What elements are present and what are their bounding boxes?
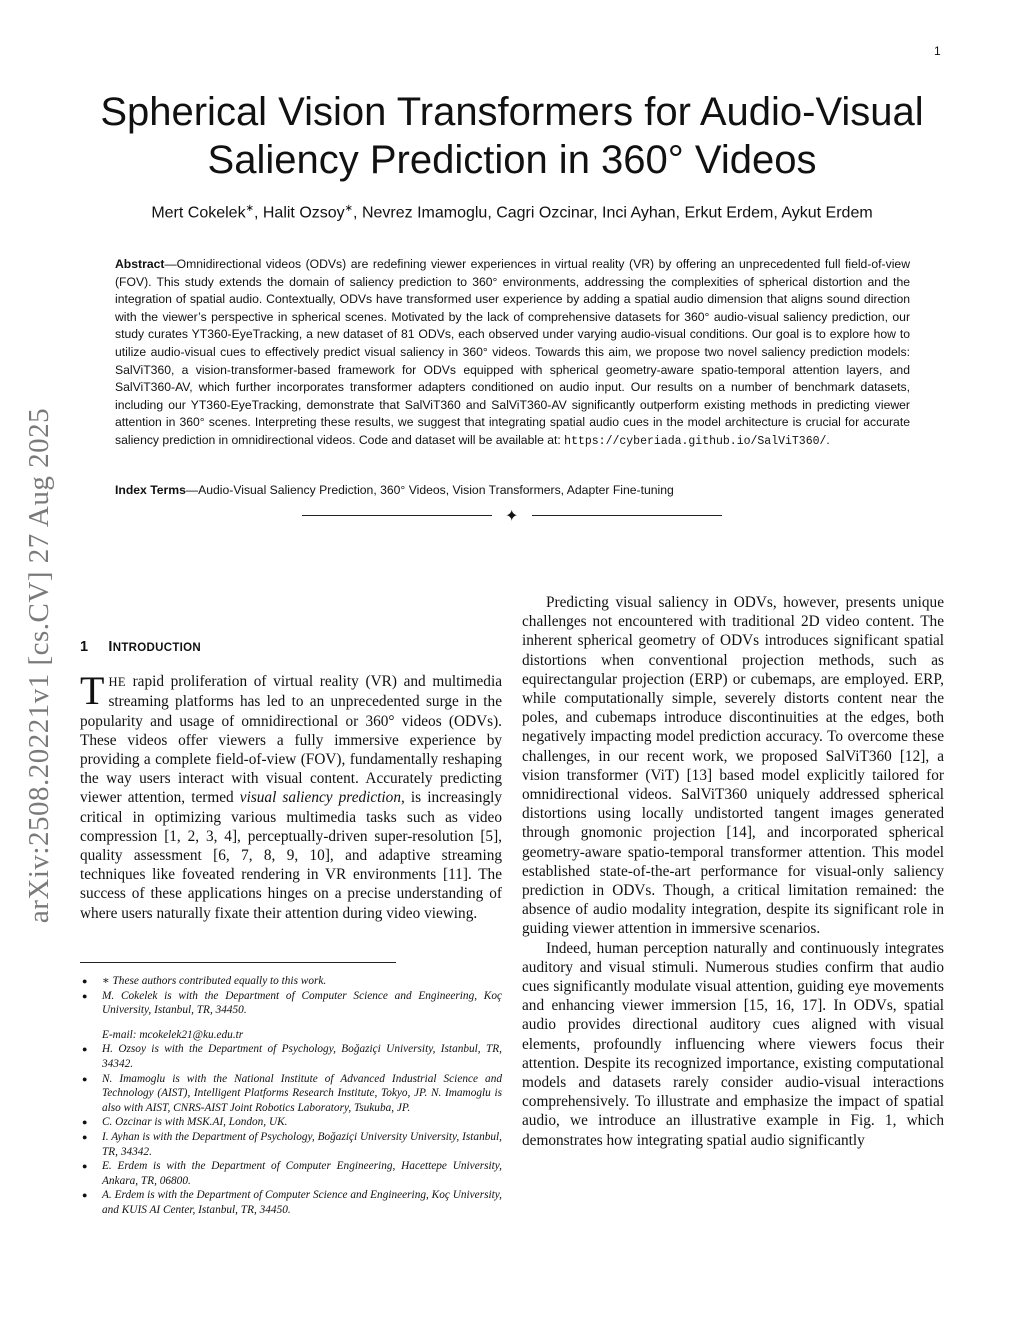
footnote-text: M. Cokelek is with the Department of Computer Science and Engineering, Koç University, Istanbul, TR, 34450. (102, 989, 502, 1017)
index-terms-text: —Audio-Visual Saliency Prediction, 360° Videos, Vision Transformers, Adapter Fine-tuning (185, 483, 674, 497)
bullet-icon: ● (82, 1190, 88, 1201)
author-cokelek: Mert Cokelek (151, 204, 246, 222)
paper-title-line1: Spherical Vision Transformers for Audio-Visual (100, 90, 924, 134)
footnote-email: E-mail: mcokelek21@ku.edu.tr (102, 1028, 244, 1041)
footnote-ozsoy (80, 1042, 502, 1071)
bullet-icon: ● (82, 1044, 88, 1055)
equal-contribution-mark: ∗ (245, 203, 254, 214)
intro-paragraph-3: Indeed, human perception naturally and continuously integrates auditory and visual stimuli. Numerous studies confirm that audio cues significantly modulate visual attention, guiding eye movements and enhancing viewer immersion [15, 16, 17]. In ODVs, spatial audio provides directional auditory cues aligned with visual elements, profoundly influencing where viewers focus their attention. Despite its recognized importance, existing computational models and datasets rarely consider audio-visual interactions comprehensively. To illustrate and emphasize the impact of spatial audio, we introduce an illustrative example in Fig. 1, which demonstrates how integrating spatial audio significantly (522, 939, 944, 1149)
bullet-icon: ● (82, 990, 88, 1001)
footnote-text: I. Ayhan is with the Department of Psychology, Boğaziçi University University, Istanbul, TR, 34342. (102, 1130, 502, 1158)
footnote-cokelek (80, 989, 502, 1018)
intro-text-b: , is increasingly critical in optimizing various multimedia tasks such as video compression [1, 2, 3, 4], perceptually-driven super-resolution [5], quality assessment [6, 7, 8, 9, 10], and adaptive streaming techniques like foveated rendering in VR environments [11]. The success of these applications hinges on a precise understanding of where users naturally fixate their attention during video viewing. (80, 789, 502, 922)
intro-text-a: rapid proliferation of virtual reality (VR) and multimedia streaming platforms has led to an unprecedented surge in the popularity and usage of omnidirectional or 360° videos (ODVs). These videos offer viewers a fully immersive experience by providing a complete field-of-view (FOV), fundamentally reshaping the way users interact with visual content. Accurately predicting viewer attention, termed (80, 673, 502, 807)
section-title-rest: NTRODUCTION (112, 642, 201, 654)
footnote-text: E. Erdem is with the Department of Computer Engineering, Hacettepe University, Ankara, TR, 06800. (102, 1160, 502, 1187)
paper-title (80, 88, 944, 184)
footnote-imamoglu (80, 1072, 502, 1116)
arxiv-stamp (18, 370, 62, 960)
abstract-label: Abstract (115, 257, 165, 271)
footnote-equal-contribution (80, 974, 502, 989)
author-ozsoy: , Halit Ozsoy (253, 204, 345, 222)
footnote-text: C. Ozcinar is with MSK.AI, London, UK. (102, 1116, 288, 1129)
footnote-text: H. Ozsoy is with the Department of Psychology, Boğaziçi University, Istanbul, TR, 34342. (102, 1043, 502, 1070)
bullet-icon: ● (82, 1161, 88, 1172)
footnote-rule (80, 962, 396, 963)
abstract-end: . (826, 432, 830, 447)
bullet-icon: ● (82, 976, 88, 986)
code-url-link[interactable]: https://cyberiada.github.io/SalViT360/ (564, 434, 827, 448)
equal-contribution-mark: ∗ (344, 203, 354, 214)
intro-paragraph-1 (80, 668, 502, 923)
footnote-star: ∗ (102, 975, 110, 987)
drop-cap-smallcaps: HE (108, 675, 126, 690)
divider-line-right (532, 515, 722, 516)
footnote-aykut-erdem (80, 1188, 502, 1217)
divider-line-left (302, 515, 492, 516)
right-column (522, 593, 944, 1150)
abstract-text: —Omnidirectional videos (ODVs) are redefining viewer experiences in virtual reality (VR) by offering an unprecedented full field-of-view (FOV). This study extends the domain of saliency prediction to 360° environments, addressing the complexities of spherical distortion and the integration of spatial audio. Contextually, ODVs have transformed user experience by adding a spatial audio dimension that aligns sound direction with the viewer’s perspective in spherical scenes. Motivated by the lack of comprehensive datasets for 360° audio-visual saliency prediction, our study curates YT360-EyeTracking, a new dataset of 81 ODVs, each observed under varying audio-visual conditions. Our goal is to explore how to utilize audio-visual cues to effectively predict visual saliency in 360° videos. Towards this aim, we propose two novel saliency prediction models: SalViT360, a vision-transformer-based framework for ODVs equipped with spherical geometry-aware spatio-temporal attention layers, and SalViT360-AV, which further incorporates transformer adapters conditioned on audio input. Our results on a number of benchmark datasets, including our YT360-EyeTracking, demonstrate that SalViT360 and SalViT360-AV significantly outperform existing methods in predicting viewer attention in 360° scenes. Interpreting these results, we suggest that integrating spatial audio cues in the model architecture is crucial for accurate saliency prediction in omnidirectional videos. Code and dataset will be available at: (115, 257, 910, 447)
bullet-icon: ● (82, 1117, 88, 1128)
footnote-ozcinar (80, 1115, 502, 1130)
drop-cap: T (80, 668, 105, 714)
author-list (80, 203, 944, 222)
footnote-text: A. Erdem is with the Department of Computer Science and Engineering, Koç University, and KUIS AI Center, Istanbul, TR, 34450. (102, 1189, 502, 1216)
section-title-initial: I (108, 639, 113, 655)
index-terms-label: Index Terms (115, 483, 186, 497)
divider-star-icon: ✦ (505, 508, 519, 525)
bullet-icon: ● (82, 1131, 88, 1142)
other-authors: , Nevrez Imamoglu, Cagri Ozcinar, Inci Ayhan, Erkut Erdem, Aykut Erdem (353, 204, 873, 222)
index-terms (115, 482, 910, 499)
arxiv-stamp-text: arXiv:2508.20221v1 [cs.CV] 27 Aug 2025 (23, 407, 56, 923)
bullet-icon: ● (82, 1073, 88, 1084)
left-column (80, 638, 502, 923)
intro-paragraph-2: Predicting visual saliency in ODVs, however, presents unique challenges not encountered with traditional 2D video content. The inherent spherical geometry of ODVs introduces significant spatial distortions when conventional projection methods, such as equirectangular projection (ERP) or cubemaps, are employed. ERP, while computationally simple, severely distorts content near the poles, and cubemaps introduce discontinuities at the edges, both negatively impacting model prediction accuracy. To overcome these challenges, in our recent work, we proposed SalViT360 [12], a vision transformer (ViT) [13] based model explicitly tailored for omnidirectional videos. SalViT360 uniquely addressed spherical distortions using locally undistorted tangent images generated through gnomonic projection [14], and incorporated spherical geometry-aware spatio-temporal transformer attention. This model established state-of-the-art performance for visual-only saliency prediction in ODVs. Though, a critical limitation remained: the absence of audio modality integration, despite its significant role in guiding viewer attention in immersive scenarios. (522, 594, 944, 938)
section-divider (302, 508, 722, 524)
section-heading-introduction (80, 638, 502, 658)
footnote-erkut-erdem (80, 1159, 502, 1188)
footnote-text: These authors contributed equally to this work. (112, 975, 327, 987)
page-number: 1 (934, 44, 941, 58)
intro-emphasis: visual saliency prediction (239, 789, 401, 807)
footnotes (80, 974, 502, 1218)
paper-title-line2: Saliency Prediction in 360° Videos (207, 138, 817, 182)
abstract (115, 256, 910, 451)
footnote-text: N. Imamoglu is with the National Institute of Advanced Industrial Science and Technology (AIST), Intelligent Platforms Research Institute, Tokyo, JP. N. Imamoglu is also with AIST, CNRS-AIST Joint Robotics Laboratory, Tsukuba, JP. (102, 1072, 502, 1114)
footnote-ayhan (80, 1130, 502, 1159)
section-number: 1 (80, 639, 89, 655)
